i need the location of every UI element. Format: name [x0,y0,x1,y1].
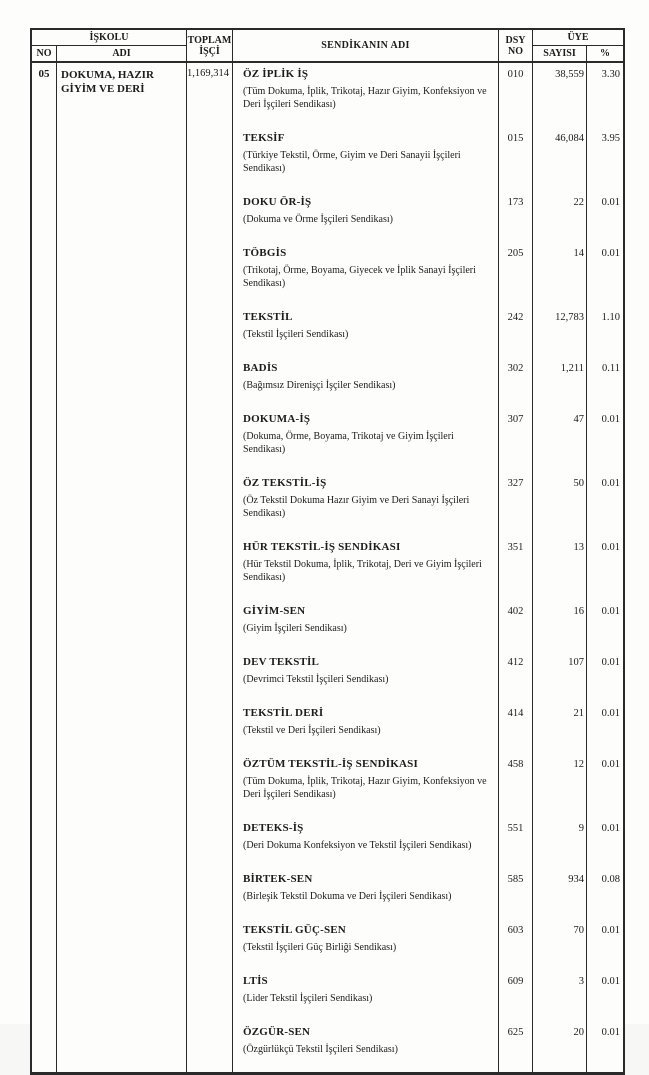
union-dsy-no: 625 [499,1021,533,1072]
union-description: (Giyim İşçileri Sendikası) [243,623,347,634]
union-member-percent: 0.01 [601,823,620,834]
union-entry [233,536,499,600]
union-member-count: 21 [533,702,587,753]
union-entry [233,651,499,702]
union-name: BİRTEK-SEN [243,873,313,885]
union-name: TEKSİF [243,132,285,144]
union-dsy-no: 351 [499,536,533,600]
union-description: (Özgürlükçü Tekstil İşçileri Sendikası) [243,1044,398,1055]
union-member-percent: 0.01 [601,248,620,259]
union-member-percent: 1.10 [601,312,620,323]
header-toplam-isci [187,30,233,61]
union-entry [233,357,499,408]
union-member-percent: 0.01 [601,542,620,553]
header-toplam-line2: İŞÇİ [199,45,220,57]
header-iskolu: İŞKOLU [32,30,187,46]
union-member-count: 107 [533,651,587,702]
union-description: (Tekstil İşçileri Güç Birliği Sendikası) [243,942,397,953]
header-adi: ADI [57,46,187,61]
union-member-count: 12 [533,753,587,817]
union-entry [233,63,499,127]
union-member-percent: 0.01 [601,759,620,770]
union-entry [233,970,499,1021]
union-member-count: 16 [533,600,587,651]
union-description: (Bağımsız Direnişçi İşçiler Sendikası) [243,380,396,391]
union-dsy-no: 609 [499,970,533,1021]
union-dsy-no: 010 [499,63,533,127]
union-member-count: 38,559 [533,63,587,127]
union-entry [233,408,499,472]
header-dsy-line2: NO [508,45,523,57]
union-dsy-no: 603 [499,919,533,970]
union-member-percent: 0.01 [601,708,620,719]
union-entry [233,817,499,868]
union-member-count: 22 [533,191,587,242]
union-dsy-no: 307 [499,408,533,472]
union-name: DETEKS-İŞ [243,822,304,834]
union-name: LTİS [243,975,268,987]
union-dsy-no: 015 [499,127,533,191]
union-member-count: 70 [533,919,587,970]
union-member-percent: 0.01 [601,1027,620,1038]
union-member-percent: 0.01 [601,606,620,617]
header-dsy-no [499,30,533,61]
union-member-count: 47 [533,408,587,472]
union-name: ÖZ İPLİK İŞ [243,68,309,80]
union-dsy-no: 327 [499,472,533,536]
union-member-count: 46,084 [533,127,587,191]
union-name: DOKU ÖR-İŞ [243,196,312,208]
union-member-percent: 0.08 [601,874,620,885]
union-entry [233,127,499,191]
union-member-percent: 0.01 [601,657,620,668]
union-member-count: 13 [533,536,587,600]
union-member-count: 934 [533,868,587,919]
union-member-percent: 0.01 [601,925,620,936]
union-name: DEV TEKSTİL [243,656,320,668]
group-toplam-isci: 1,169,314 [187,63,233,1072]
union-member-percent: 0.01 [601,197,620,208]
header-no: NO [32,46,57,61]
union-description: (Dokuma, Örme, Boyama, Trikotaj ve Giyim İşçileri Sendikası) [243,431,454,455]
table-body [32,63,623,1072]
union-member-count: 1,211 [533,357,587,408]
union-description: (Dokuma ve Örme İşçileri Sendikası) [243,214,393,225]
header-dsy-line1: DSY [505,34,526,46]
union-dsy-no: 173 [499,191,533,242]
union-name: TÖBGİS [243,247,287,259]
union-entry [233,472,499,536]
table-header [32,30,623,63]
union-member-percent: 0.01 [601,414,620,425]
union-dsy-no: 585 [499,868,533,919]
union-member-count: 9 [533,817,587,868]
header-sendikanin-adi: SENDİKANIN ADI [233,30,499,61]
union-entry [233,868,499,919]
union-member-count: 3 [533,970,587,1021]
union-member-count: 50 [533,472,587,536]
union-name: HÜR TEKSTİL-İŞ SENDİKASI [243,541,401,553]
union-name: TEKSTİL [243,311,293,323]
union-name: ÖZTÜM TEKSTİL-İŞ SENDİKASI [243,758,418,770]
union-dsy-no: 302 [499,357,533,408]
union-name: ÖZ TEKSTİL-İŞ [243,477,327,489]
union-entry [233,1021,499,1072]
union-name: BADİS [243,362,278,374]
union-description: (Tekstil ve Deri İşçileri Sendikası) [243,725,381,736]
union-description: (Öz Tekstil Dokuma Hazır Giyim ve Deri Sanayi İşçileri Sendikası) [243,495,470,519]
union-dsy-no: 402 [499,600,533,651]
union-dsy-no: 551 [499,817,533,868]
union-entry [233,702,499,753]
union-description: (Devrimci Tekstil İşçileri Sendikası) [243,674,389,685]
union-description: (Tekstil İşçileri Sendikası) [243,329,349,340]
union-member-percent: 0.11 [602,363,620,374]
union-entry [233,191,499,242]
header-sayisi: SAYISI [533,46,587,61]
union-dsy-no: 458 [499,753,533,817]
union-description: (Lider Tekstil İşçileri Sendikası) [243,993,373,1004]
union-dsy-no: 242 [499,306,533,357]
union-description: (Birleşik Tekstil Dokuma ve Deri İşçileri Sendikası) [243,891,452,902]
union-entry [233,242,499,306]
union-description: (Tüm Dokuma, İplik, Trikotaj, Hazır Giyim, Konfeksiyon ve Deri İşçileri Sendikası) [243,86,487,110]
union-member-count: 14 [533,242,587,306]
union-name: ÖZGÜR-SEN [243,1026,311,1038]
union-dsy-no: 414 [499,702,533,753]
header-percent: % [600,48,610,59]
union-entry [233,306,499,357]
union-member-count: 20 [533,1021,587,1072]
union-description: (Hür Tekstil Dokuma, İplik, Trikotaj, Deri ve Giyim İşçileri Sendikası) [243,559,482,583]
group-adi: DOKUMA, HAZIR GİYİM VE DERİ [57,63,187,1072]
union-entry [233,753,499,817]
union-entry [233,600,499,651]
union-name: DOKUMA-İŞ [243,413,311,425]
union-dsy-no: 205 [499,242,533,306]
group-no: 05 [32,63,57,1072]
union-name: GİYİM-SEN [243,605,306,617]
union-description: (Türkiye Tekstil, Örme, Giyim ve Deri Sanayii İşçileri Sendikası) [243,150,461,174]
union-member-percent: 0.01 [601,976,620,987]
union-member-percent: 3.30 [601,69,620,80]
union-description: (Tüm Dokuma, İplik, Trikotaj, Hazır Giyim, Konfeksiyon ve Deri İşçileri Sendikası) [243,776,487,800]
header-uye: ÜYE [533,30,623,46]
union-name: TEKSTİL DERİ [243,707,324,719]
union-dsy-no: 412 [499,651,533,702]
union-description: (Deri Dokuma Konfeksiyon ve Tekstil İşçileri Sendikası) [243,840,472,851]
union-name: TEKSTİL GÜÇ-SEN [243,924,346,936]
header-toplam-line1: TOPLAM [187,34,232,46]
union-table [30,28,625,1075]
union-member-count: 12,783 [533,306,587,357]
union-member-percent: 0.01 [601,478,620,489]
union-entry [233,919,499,970]
union-description: (Trikotaj, Örme, Boyama, Giyecek ve İplik Sanayi İşçileri Sendikası) [243,265,476,289]
union-member-percent: 3.95 [601,133,620,144]
